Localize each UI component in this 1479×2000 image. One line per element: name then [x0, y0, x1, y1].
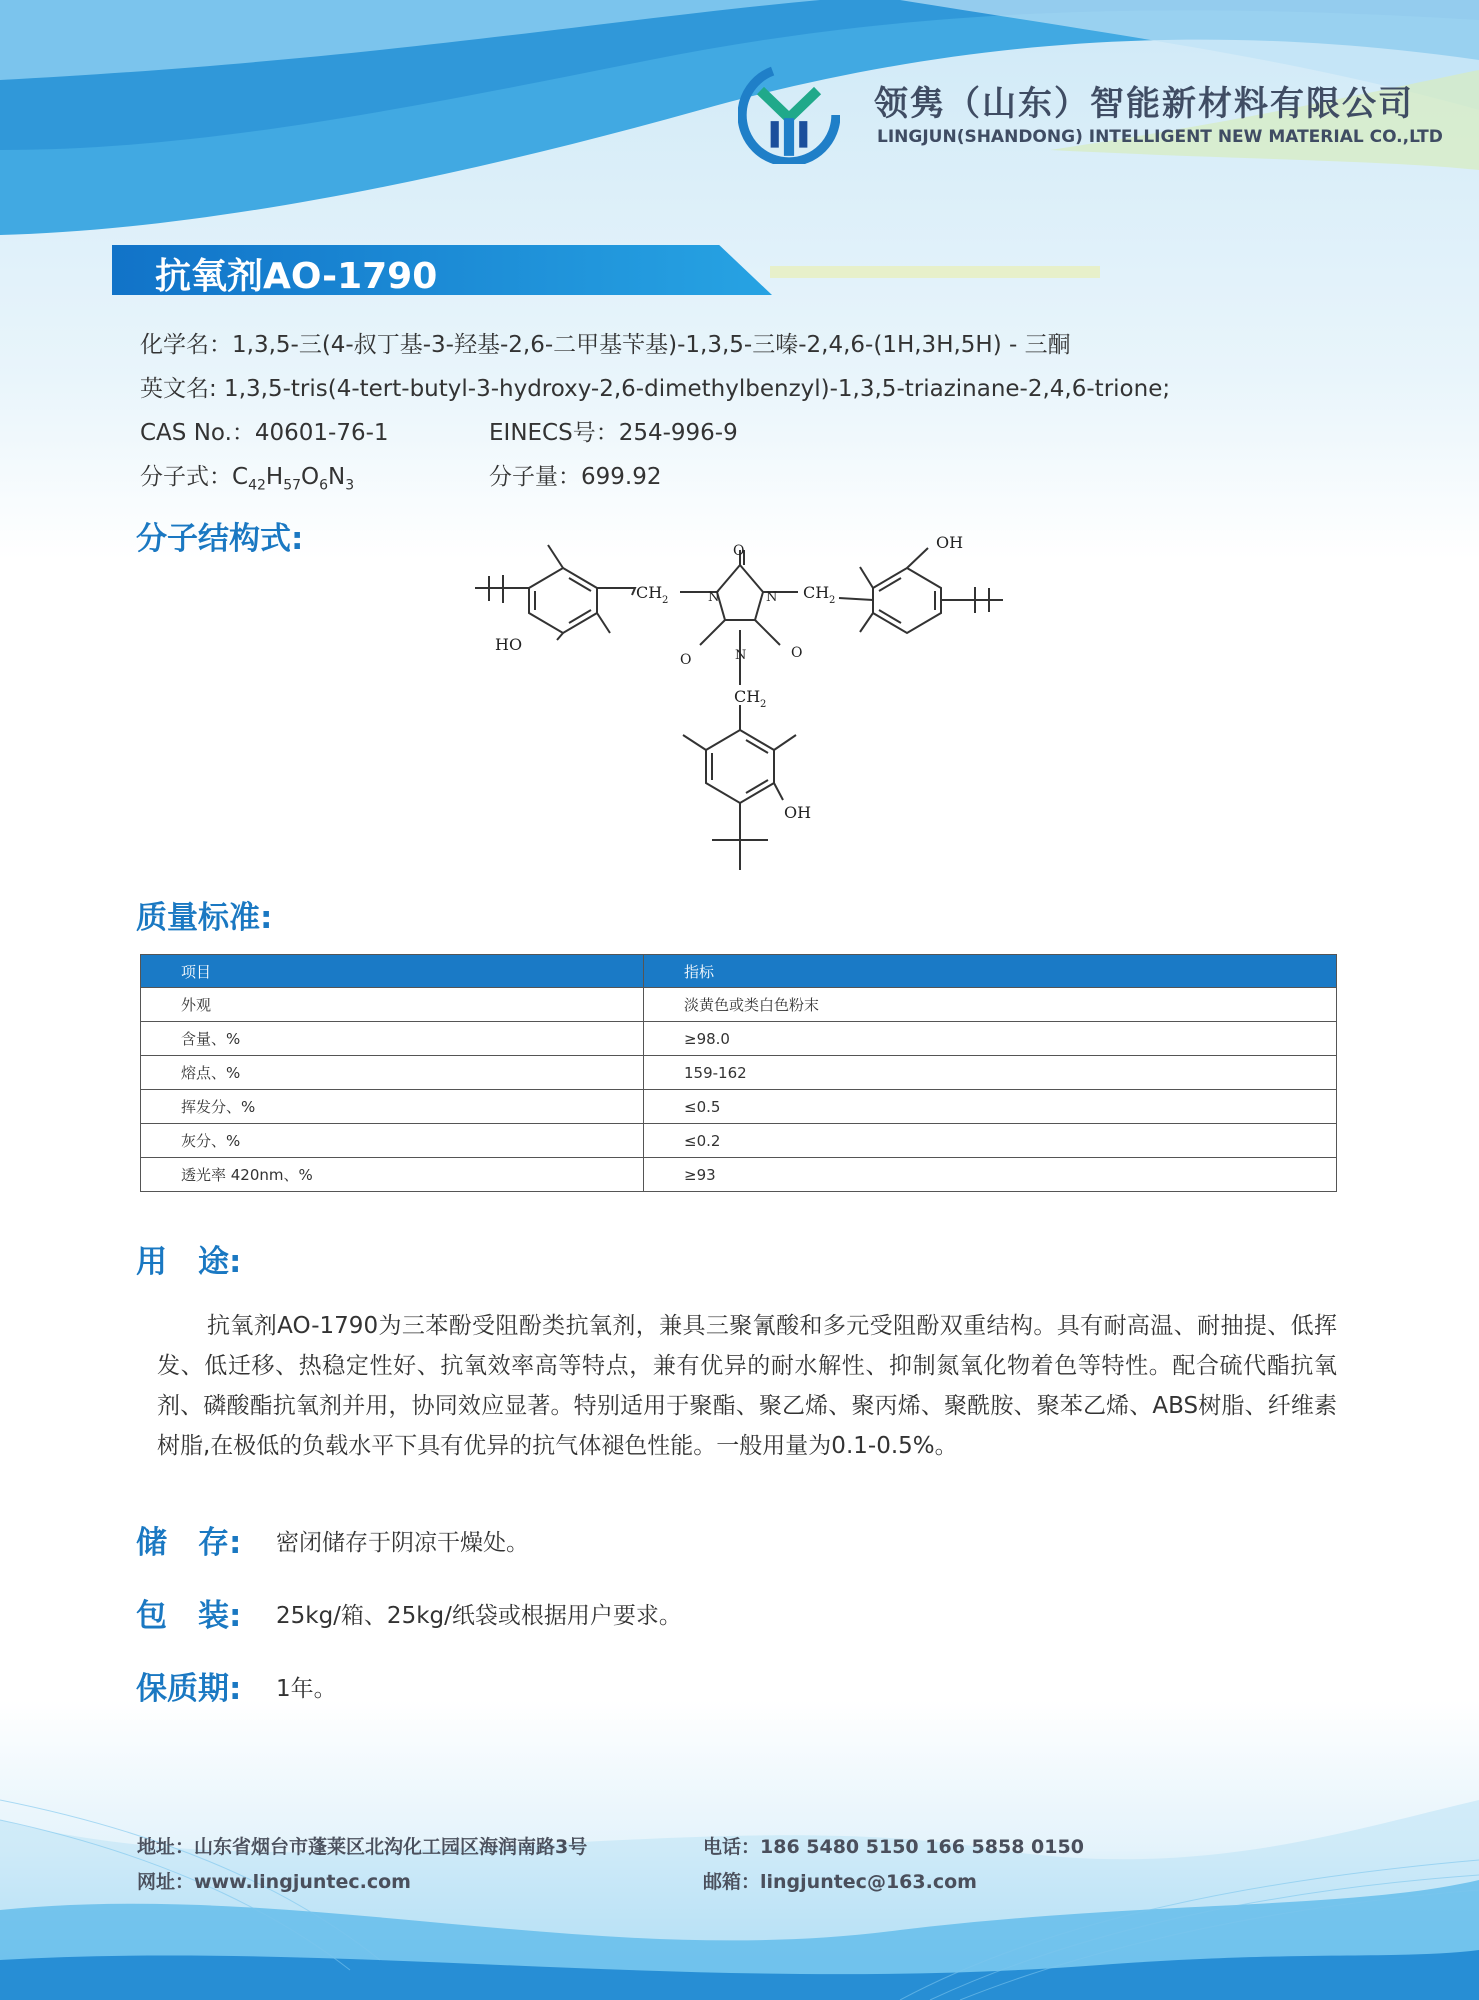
label-o-top: O: [733, 543, 745, 559]
table-row: [141, 1056, 1337, 1090]
svg-text:2: 2: [662, 595, 669, 606]
english-name: 英文名: 1,3,5-tris(4-tert-butyl-3-hydroxy-2,6-dimethylbenzyl)-1,3,5-triazinane-2,4,6-trione;: [140, 376, 1171, 402]
company-name-en: LINGJUN(SHANDONG) INTELLIGENT NEW MATERIAL CO.,LTD: [877, 127, 1443, 147]
table-cell-item: 熔点、%: [141, 1056, 644, 1090]
column-header-spec: 指标: [644, 955, 1337, 988]
table-header-row: [141, 955, 1337, 988]
table-row: [141, 988, 1337, 1022]
table-cell-item: 透光率 420nm、%: [141, 1158, 644, 1192]
footer-website[interactable]: 网址：www.lingjuntec.com: [137, 1871, 411, 1893]
label-o-left: O: [680, 652, 692, 668]
company-name-cn: 领隽（山东）智能新材料有限公司: [874, 84, 1414, 124]
storage-heading: 储 存:: [136, 1525, 242, 1561]
table-cell-item: 挥发分、%: [141, 1090, 644, 1124]
column-header-item: 项目: [141, 955, 644, 988]
label-ho-left: HO: [495, 635, 523, 654]
table-cell-spec: ≤0.2: [644, 1124, 1337, 1158]
packing-heading: 包 装:: [136, 1598, 242, 1634]
table-row: [141, 1124, 1337, 1158]
formula-label: 分子式：: [140, 464, 232, 490]
svg-text:2: 2: [760, 699, 767, 710]
einecs-number: EINECS号：254-996-9: [489, 420, 738, 446]
table-cell-item: 外观: [141, 988, 644, 1022]
footer-address: 地址：山东省烟台市蓬莱区北沟化工园区海润南路3号: [137, 1836, 588, 1858]
structure-heading: 分子结构式:: [136, 521, 304, 557]
molecular-formula: 分子式：$C_{42}H_{57}O_6N_3$: [140, 464, 355, 494]
table-row: [141, 1158, 1337, 1192]
table-cell-spec: ≥93: [644, 1158, 1337, 1192]
table-row: [141, 1022, 1337, 1056]
svg-text:2: 2: [829, 595, 836, 606]
molecular-structure-diagram: [470, 525, 1010, 880]
chemical-name: 化学名：1,3,5-三(4-叔丁基-3-羟基-2,6-二甲基苄基)-1,3,5-三嗪-2,4,6-(1H,3H,5H) - 三酮: [140, 332, 1071, 358]
usage-paragraph: 抗氧剂AO-1790为三苯酚受阻酚类抗氧剂，兼具三聚氰酸和多元受阻酚双重结构。具有耐高温、耐抽提、低挥发、低迁移、热稳定性好、抗氧效率高等特点，兼有优异的耐水解性、抑制氮氧化物着色等特性。配合硫代酯抗氧剂、磷酸酯抗氧剂并用，协同效应显著。特别适用于聚酯、聚乙烯、聚丙烯、聚酰胺、聚苯乙烯、ABS树脂、纤维素树脂,在极低的负载水平下具有优异的抗气体褪色性能。一般用量为0.1-0.5%。: [157, 1313, 1337, 1459]
title-accent-stripe: [770, 266, 1100, 278]
label-ch2-bottom: CH: [734, 687, 761, 706]
label-n-right: N: [766, 590, 778, 605]
product-title: 抗氧剂AO-1790: [155, 256, 438, 297]
table-cell-item: 灰分、%: [141, 1124, 644, 1158]
table-cell-spec: 淡黄色或类白色粉末: [644, 988, 1337, 1022]
shelf-life-heading: 保质期:: [136, 1671, 242, 1707]
table-cell-spec: ≥98.0: [644, 1022, 1337, 1056]
quality-spec-table: [140, 954, 1337, 1192]
label-n-left: N: [708, 590, 720, 605]
table-cell-spec: 159-162: [644, 1056, 1337, 1090]
label-o-right: O: [791, 645, 803, 661]
footer-phone: 电话：186 5480 5150 166 5858 0150: [703, 1836, 1084, 1858]
usage-heading: 用 途:: [136, 1244, 242, 1280]
company-logo: [738, 62, 840, 164]
quality-heading: 质量标准:: [136, 900, 273, 936]
molecular-weight: 分子量：699.92: [489, 464, 662, 490]
packing-text: 25kg/箱、25kg/纸袋或根据用户要求。: [276, 1603, 682, 1629]
label-oh-right: OH: [936, 533, 964, 552]
table-cell-spec: ≤0.5: [644, 1090, 1337, 1124]
label-n-bottom: N: [735, 648, 747, 663]
label-ch2-right: CH: [803, 583, 830, 602]
storage-text: 密闭储存于阴凉干燥处。: [276, 1530, 529, 1556]
table-row: [141, 1090, 1337, 1124]
label-oh-bottom: OH: [784, 803, 812, 822]
shelf-life-text: 1年。: [276, 1676, 337, 1702]
cas-number: CAS No.：40601-76-1: [140, 420, 389, 446]
label-ch2-left: CH: [636, 583, 663, 602]
footer-email[interactable]: 邮箱：lingjuntec@163.com: [703, 1871, 977, 1893]
table-cell-item: 含量、%: [141, 1022, 644, 1056]
